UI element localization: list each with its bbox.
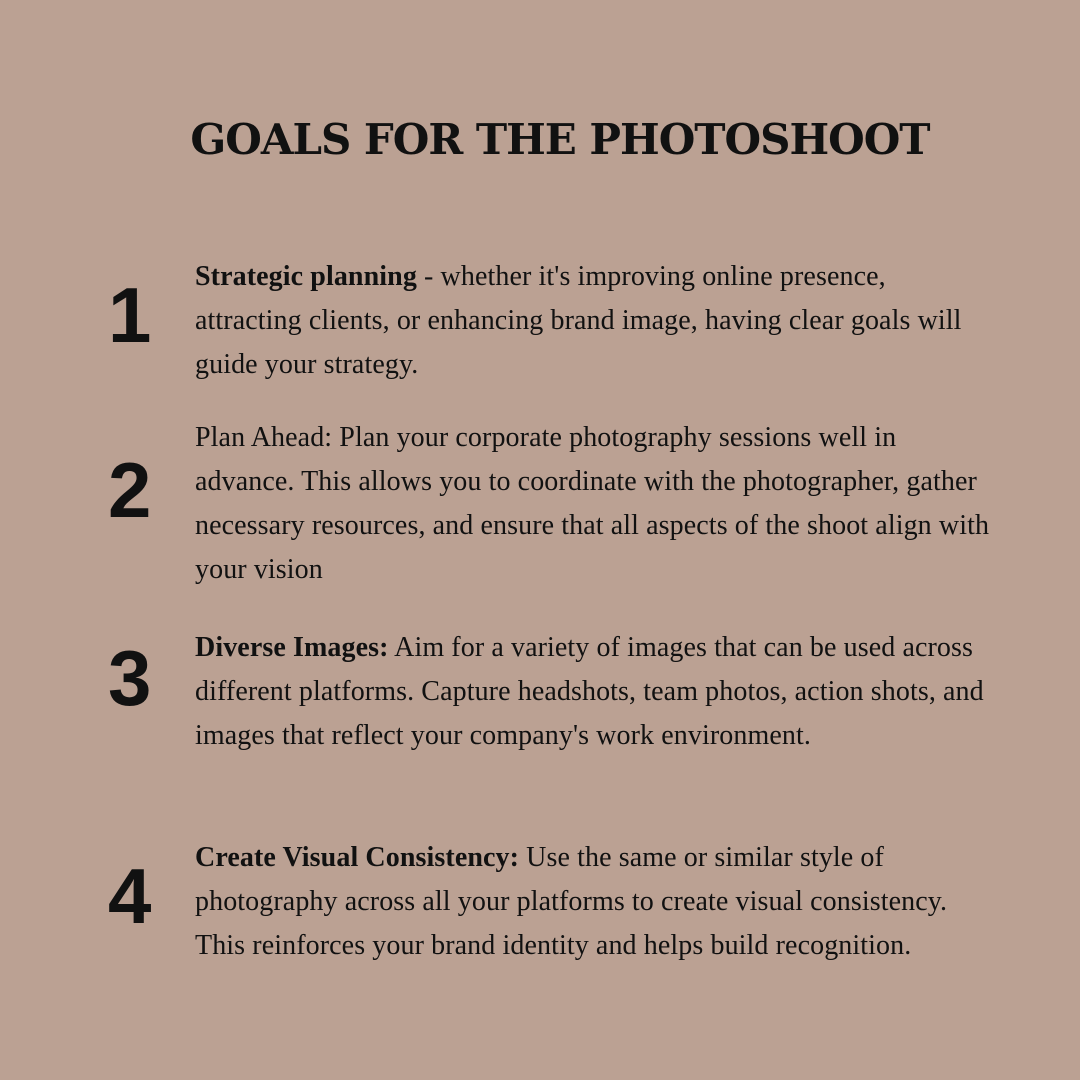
goal-text — [195, 255, 995, 387]
goal-text — [195, 836, 995, 968]
goal-number: 2 — [108, 446, 152, 534]
goal-body: Aim for a variety of images that can be used across different platforms. Capture headshots, team photos, action shots, and images that reflect your company's work environment. — [195, 632, 984, 751]
goal-body: Use the same or similar style of photography across all your platforms to create visual consistency. This reinforces your brand identity and helps build recognition. — [195, 842, 948, 961]
goal-text — [195, 626, 995, 758]
goal-number: 4 — [108, 852, 152, 940]
goal-body: - whether it's improving online presence, attracting clients, or enhancing brand image, having clear goals will guide your strategy. — [195, 261, 962, 380]
goal-number: 3 — [108, 634, 152, 722]
goal-lead: Diverse Images: — [195, 632, 389, 663]
goal-lead: Strategic planning — [195, 261, 417, 292]
goal-number: 1 — [108, 271, 152, 359]
page-title: GOALS FOR THE PHOTOSHOOT — [190, 115, 930, 164]
goal-lead: Create Visual Consistency: — [195, 842, 520, 873]
goal-body: Plan Ahead: Plan your corporate photography sessions well in advance. This allows you to coordinate with the photographer, gather necessary resources, and ensure that all aspects of the shoot align with your vision — [195, 422, 990, 585]
goal-text — [195, 416, 995, 592]
